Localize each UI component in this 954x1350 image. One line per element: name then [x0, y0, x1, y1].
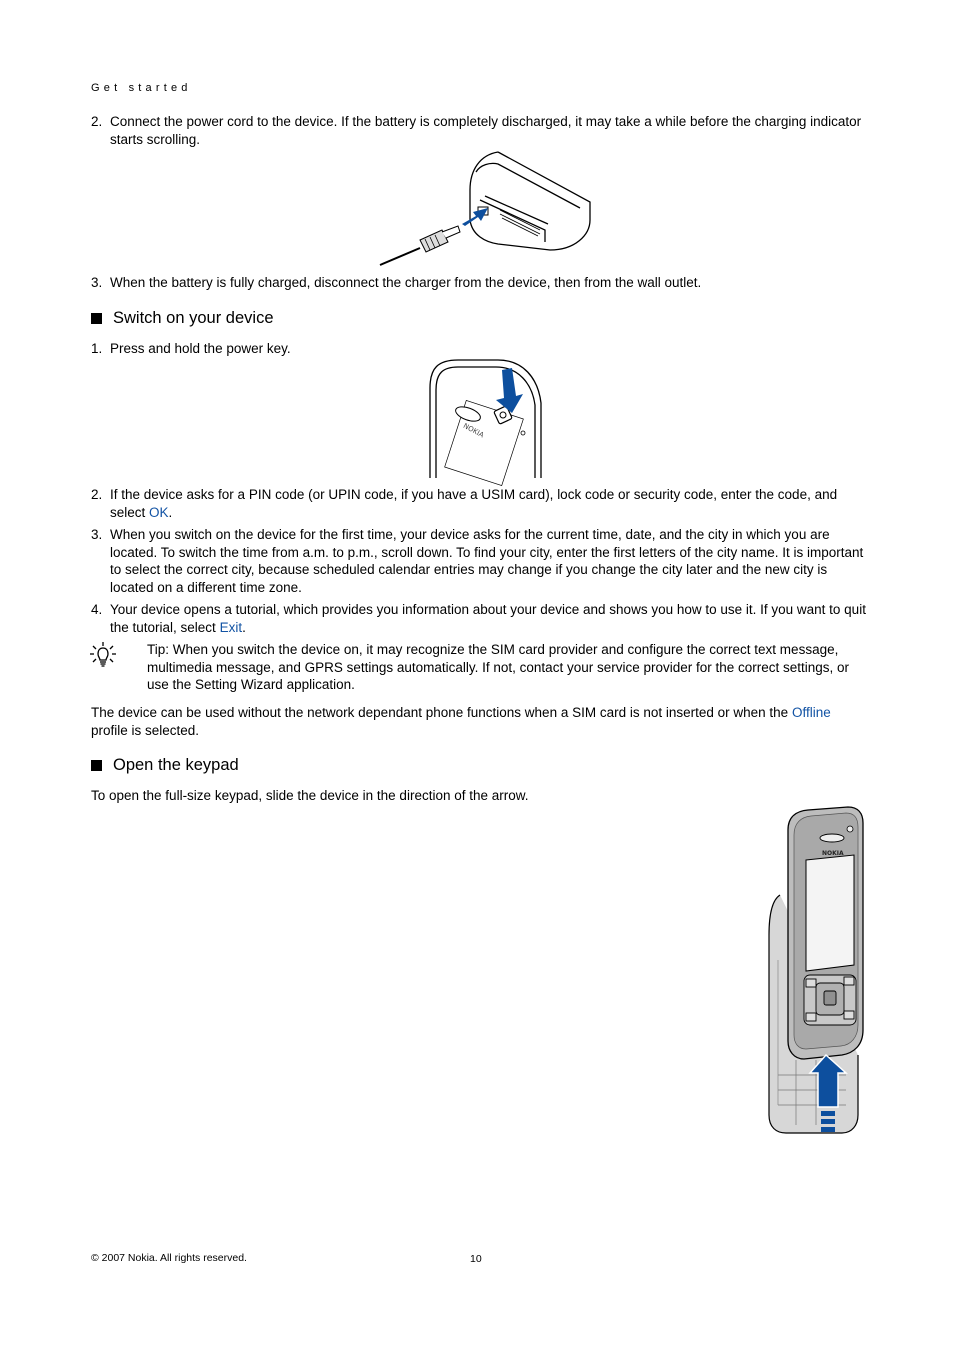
keypad-instruction: To open the full-size keypad, slide the device in the direction of the arrow. — [91, 788, 529, 803]
power-key-illustration — [428, 358, 548, 480]
brand-logo: NOKIA — [461, 421, 486, 440]
text-segment: . — [242, 619, 246, 635]
slide-phone-illustration — [766, 805, 866, 1137]
list-item — [91, 526, 871, 596]
list-item — [91, 274, 871, 292]
tip-label: Tip: — [147, 642, 170, 657]
list-text — [110, 486, 871, 521]
heading-bullet-icon — [91, 760, 102, 771]
section-heading — [91, 310, 274, 328]
list-number: 3. — [91, 527, 103, 542]
insert-arrow-icon — [462, 208, 488, 226]
ok-link[interactable]: OK — [149, 504, 169, 520]
section-heading — [91, 757, 239, 775]
tip-block — [147, 641, 872, 694]
list-number: 3. — [91, 275, 103, 290]
heading-text: Open the keypad — [113, 756, 239, 774]
list-number: 2. — [91, 487, 103, 502]
list-item — [91, 486, 871, 521]
list-number: 1. — [91, 341, 103, 356]
running-head: Get started — [91, 82, 192, 94]
list-text: Press and hold the power key. — [110, 341, 291, 356]
page-number: 10 — [470, 1253, 482, 1265]
heading-text: Switch on your device — [113, 309, 274, 327]
list-text: Connect the power cord to the device. If the battery is completely discharged, it may take a while before the charging indicator starts scrolling. — [110, 114, 862, 147]
brand-logo: NOKIA — [822, 850, 844, 857]
list-text: When you switch on the device for the first time, your device asks for the current time, date, and the city in which you are located. To switch the time from a.m. to p.m., scroll down. To find your city, enter the first letters of the city name. It is important to select the correct city, because scheduled calendar entries may change if you change the city later and the new city is located on a different time zone. — [110, 527, 864, 595]
charger-illustration — [380, 150, 595, 268]
exit-link[interactable]: Exit — [219, 619, 243, 635]
text-segment: If the device asks for a PIN code (or UPIN code, if you have a USIM card), lock code or security code, enter the code, and select — [110, 487, 838, 520]
heading-bullet-icon — [91, 313, 102, 324]
offline-link[interactable]: Offline — [791, 705, 831, 720]
text-segment: profile is selected. — [91, 722, 200, 738]
tip-text: When you switch the device on, it may recognize the SIM card provider and configure the correct text message, multimedia message, and GPRS settings automatically. If not, contact your service provider for the correct settings, or use the Setting Wizard application. — [147, 642, 850, 692]
text-segment: The device can be used without the network dependant phone functions when a SIM card is not inserted or when the — [91, 705, 792, 720]
text-segment: . — [168, 504, 173, 520]
list-number: 2. — [91, 114, 103, 129]
copyright: © 2007 Nokia. All rights reserved. — [91, 1252, 247, 1264]
charger-plug-icon — [380, 226, 460, 265]
lightbulb-icon — [89, 641, 117, 669]
list-text — [110, 601, 871, 636]
list-number: 4. — [91, 602, 103, 617]
list-item — [91, 340, 871, 358]
list-text: When the battery is fully charged, disconnect the charger from the device, then from the wall outlet. — [110, 275, 702, 290]
list-item — [91, 601, 871, 636]
text-segment: Your device opens a tutorial, which provides you information about your device and shows you how to use it. If you want to quit the tutorial, select — [110, 602, 866, 635]
list-item — [91, 113, 871, 148]
offline-note — [91, 704, 871, 739]
